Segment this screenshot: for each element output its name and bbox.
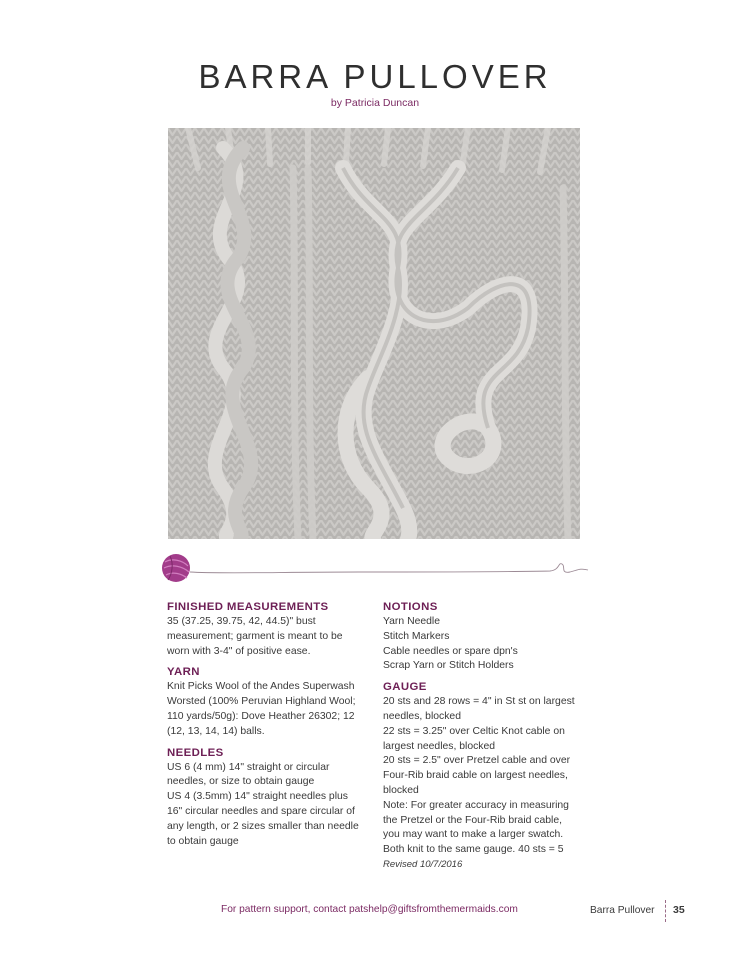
notions-heading: NOTIONS bbox=[383, 601, 438, 613]
yarn-heading: YARN bbox=[167, 666, 200, 679]
right-column bbox=[383, 600, 593, 879]
pattern-support-link[interactable]: For pattern support, contact patshelp@giftsfromthemermaids.com bbox=[221, 904, 518, 915]
yarn-divider bbox=[160, 550, 600, 590]
page-number: 35 bbox=[673, 904, 685, 916]
pattern-title: BARRA PULLOVER bbox=[198, 58, 552, 95]
notions-text: Yarn Needle Stitch Markers Cable needles or spare dpn's Scrap Yarn or Stitch Holders bbox=[383, 616, 518, 672]
left-column bbox=[167, 600, 373, 855]
revised-date: Revised 10/7/2016 bbox=[383, 858, 463, 870]
yarn-text: Knit Picks Wool of the Andes Superwash Worsted (100% Peruvian Highland Wool; 110 yards/50g): Dove Heather 26302; 12 (12, 13, 14, 14) balls. bbox=[167, 681, 356, 737]
needles-heading: NEEDLES bbox=[167, 746, 224, 759]
finished-measurements-text: 35 (37.25, 39.75, 42, 44.5)" bust measurement; garment is meant to be worn with 3-4" of positive ease. bbox=[167, 616, 343, 657]
designer-byline: by Patricia Duncan bbox=[330, 97, 420, 109]
finished-measurements-heading: FINISHED MEASUREMENTS bbox=[167, 601, 329, 613]
knit-cable-swatch-icon bbox=[168, 128, 580, 539]
gauge-text: 20 sts and 28 rows = 4" in St st on largest needles, blocked 22 sts = 3.25" over Celtic Knot cable on largest needles, blocked 20 sts = 2.5" over Pretzel cable and over Four-Rib braid cable on largest needles, blocked Note: For greater accuracy in measuring the Pretzel or the Four-Rib braid cable, you may want to make a larger swatch. Both knit to the same gauge. 40 sts = 5 Revised 10/7/2016 bbox=[383, 695, 593, 873]
footer-separator bbox=[665, 900, 666, 922]
yarn-strand-line bbox=[190, 564, 588, 573]
gauge-heading: GAUGE bbox=[383, 681, 427, 694]
yarn-ball-icon bbox=[162, 554, 190, 582]
needles-text: US 6 (4 mm) 14" straight or circular needles, or size to obtain gauge US 4 (3.5mm) 14" straight needles plus 16" circular needles and spare circular of any length, or 2 sizes smaller than needle to obtain gauge bbox=[167, 761, 359, 847]
knit-swatch-photo bbox=[168, 128, 580, 539]
running-title: Barra Pullover bbox=[590, 905, 655, 916]
